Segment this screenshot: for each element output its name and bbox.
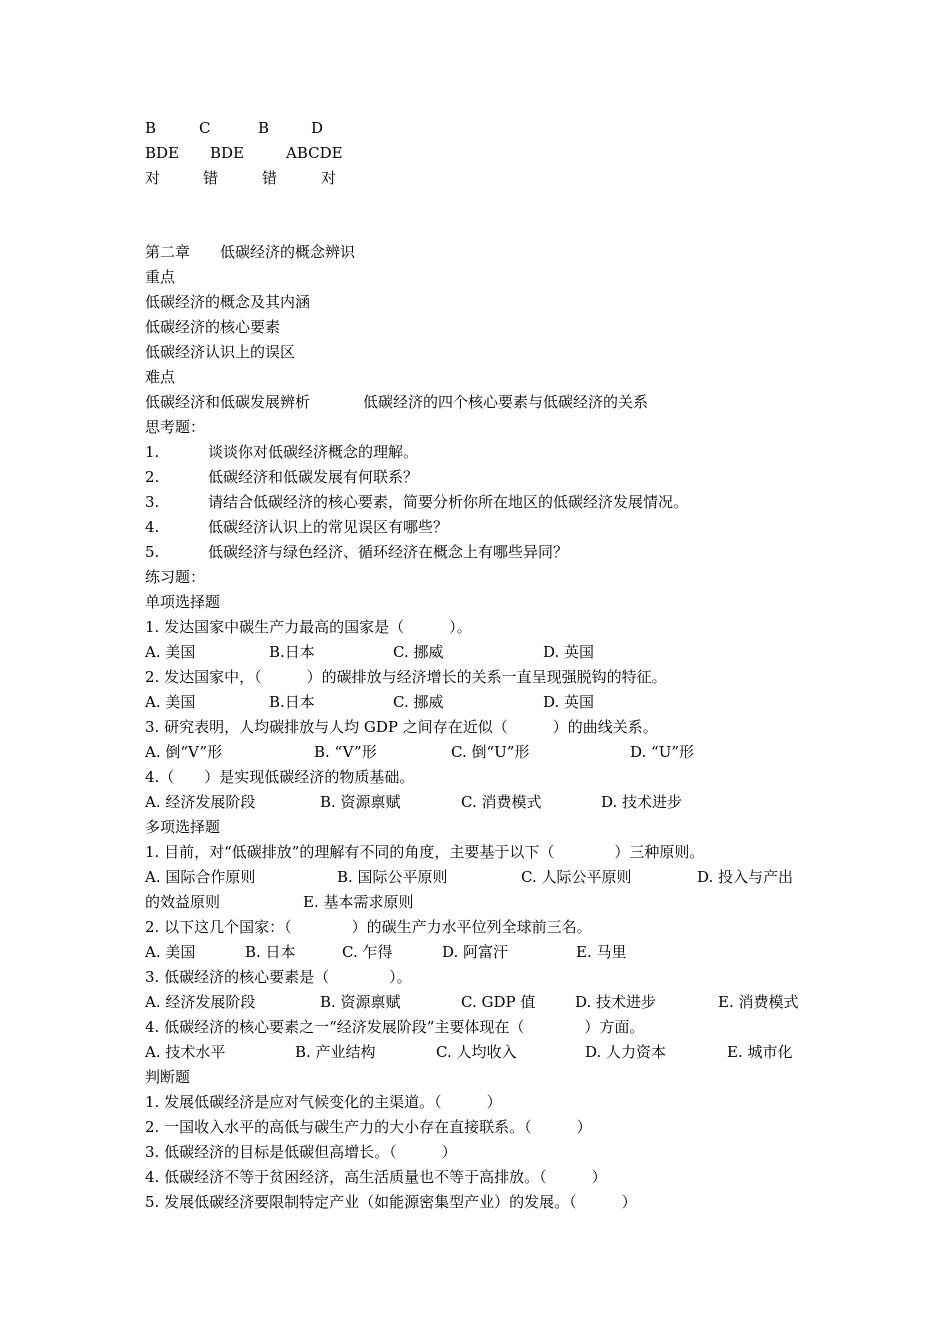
option: B. 产业结构: [295, 1043, 376, 1061]
answer-cell: D: [311, 119, 324, 137]
question-stem: 3. 低碳经济的核心要素是（ ）。: [145, 968, 412, 986]
option: B. 资源禀赋: [320, 993, 401, 1011]
option: D. 阿富汗: [442, 943, 509, 961]
option: A. 经济发展阶段: [145, 793, 256, 811]
single-choice-heading: 单项选择题: [145, 593, 221, 611]
thinking-item-number: 4.: [145, 518, 160, 536]
thinking-item-text: 低碳经济与绿色经济、循环经济在概念上有哪些异同？: [208, 543, 569, 561]
option: B.日本: [269, 643, 315, 661]
question-stem: 2. 以下这几个国家：（ ）的碳生产力水平位列全球前三名。: [145, 918, 592, 936]
chapter-number: 第二章: [145, 243, 191, 261]
question-stem: 4.（ ）是实现低碳经济的物质基础。: [145, 768, 415, 786]
option: C. 挪威: [393, 693, 444, 711]
option: E. 马里: [576, 943, 627, 961]
true-false-item: 2. 一国收入水平的高低与碳生产力的大小存在直接联系。（ ）: [145, 1118, 592, 1136]
key-point-item: 低碳经济的概念及其内涵: [145, 293, 311, 311]
option: C. 人均收入: [436, 1043, 517, 1061]
option: C. 倒“U”形: [451, 743, 530, 761]
question-stem: 2. 发达国家中，（ ）的碳排放与经济增长的关系一直呈现强脱钩的特征。: [145, 668, 667, 686]
option: B.日本: [269, 693, 315, 711]
thinking-heading: 思考题：: [145, 418, 206, 436]
thinking-item-text: 低碳经济认识上的常见误区有哪些？: [208, 518, 449, 536]
option: A. 美国: [145, 693, 196, 711]
option: A. 美国: [145, 643, 196, 661]
option-continuation: 的效益原则: [145, 893, 221, 911]
option: A. 技术水平: [145, 1043, 226, 1061]
true-false-item: 1. 发展低碳经济是应对气候变化的主渠道。（ ）: [145, 1093, 502, 1111]
option: E. 城市化: [727, 1043, 793, 1061]
option: E. 消费模式: [718, 993, 799, 1011]
difficult-points-heading: 难点: [145, 368, 176, 386]
answer-cell: C: [199, 119, 211, 137]
option: B. 日本: [245, 943, 296, 961]
option: D. 投入与产出: [697, 868, 794, 886]
exercises-heading: 练习题：: [145, 568, 206, 586]
option: A. 国际合作原则: [145, 868, 256, 886]
thinking-item-text: 请结合低碳经济的核心要素，简要分析你所在地区的低碳经济发展情况。: [208, 493, 689, 511]
answer-cell: B: [258, 119, 270, 137]
answer-cell: BDE: [210, 144, 244, 162]
answer-cell: 错: [262, 169, 278, 187]
thinking-item-text: 谈谈你对低碳经济概念的理解。: [208, 443, 419, 461]
option: D. 英国: [543, 693, 595, 711]
option: C. 乍得: [342, 943, 393, 961]
question-stem: 4. 低碳经济的核心要素之一“经济发展阶段”主要体现在（ ）方面。: [145, 1018, 645, 1036]
thinking-item-text: 低碳经济和低碳发展有何联系？: [208, 468, 419, 486]
multiple-choice-heading: 多项选择题: [145, 818, 221, 836]
question-stem: 3. 研究表明，人均碳排放与人均 GDP 之间存在近似（ ）的曲线关系。: [145, 718, 658, 736]
option: C. 挪威: [393, 643, 444, 661]
option: A. 经济发展阶段: [145, 993, 256, 1011]
option: B. 资源禀赋: [320, 793, 401, 811]
option: C. 人际公平原则: [521, 868, 632, 886]
answer-cell: BDE: [145, 144, 179, 162]
answer-cell: 对: [321, 169, 337, 187]
key-point-item: 低碳经济认识上的误区: [145, 343, 296, 361]
option: C. 消费模式: [461, 793, 542, 811]
true-false-item: 3. 低碳经济的目标是低碳但高增长。（ ）: [145, 1143, 457, 1161]
true-false-item: 5. 发展低碳经济要限制特定产业（如能源密集型产业）的发展。（ ）: [145, 1193, 637, 1211]
option: D. 技术进步: [575, 993, 657, 1011]
option: D. 人力资本: [585, 1043, 667, 1061]
option: A. 倒“V”形: [145, 743, 223, 761]
answer-cell: ABCDE: [286, 144, 343, 162]
answer-cell: 错: [203, 169, 219, 187]
thinking-item-number: 2.: [145, 468, 160, 486]
thinking-item-number: 5.: [145, 543, 160, 561]
difficult-point-item: 低碳经济的四个核心要素与低碳经济的关系: [363, 393, 649, 411]
question-stem: 1. 目前，对“低碳排放”的理解有不同的角度，主要基于以下（ ）三种原则。: [145, 843, 705, 861]
thinking-item-number: 3.: [145, 493, 160, 511]
option: D. 英国: [543, 643, 595, 661]
option: C. GDP 值: [461, 993, 536, 1011]
option: B. “V”形: [314, 743, 377, 761]
answer-cell: B: [145, 119, 157, 137]
key-point-item: 低碳经济的核心要素: [145, 318, 281, 336]
option: D. “U”形: [630, 743, 695, 761]
option: B. 国际公平原则: [337, 868, 448, 886]
option: E. 基本需求原则: [303, 893, 414, 911]
question-stem: 1. 发达国家中碳生产力最高的国家是（ ）。: [145, 618, 472, 636]
option: A. 美国: [145, 943, 196, 961]
chapter-title: 低碳经济的概念辨识: [220, 243, 356, 261]
thinking-item-number: 1.: [145, 443, 160, 461]
true-false-item: 4. 低碳经济不等于贫困经济，高生活质量也不等于高排放。（ ）: [145, 1168, 607, 1186]
difficult-point-item: 低碳经济和低碳发展辨析: [145, 393, 311, 411]
true-false-heading: 判断题: [145, 1068, 191, 1086]
answer-cell: 对: [145, 169, 161, 187]
key-points-heading: 重点: [145, 268, 176, 286]
option: D. 技术进步: [601, 793, 683, 811]
